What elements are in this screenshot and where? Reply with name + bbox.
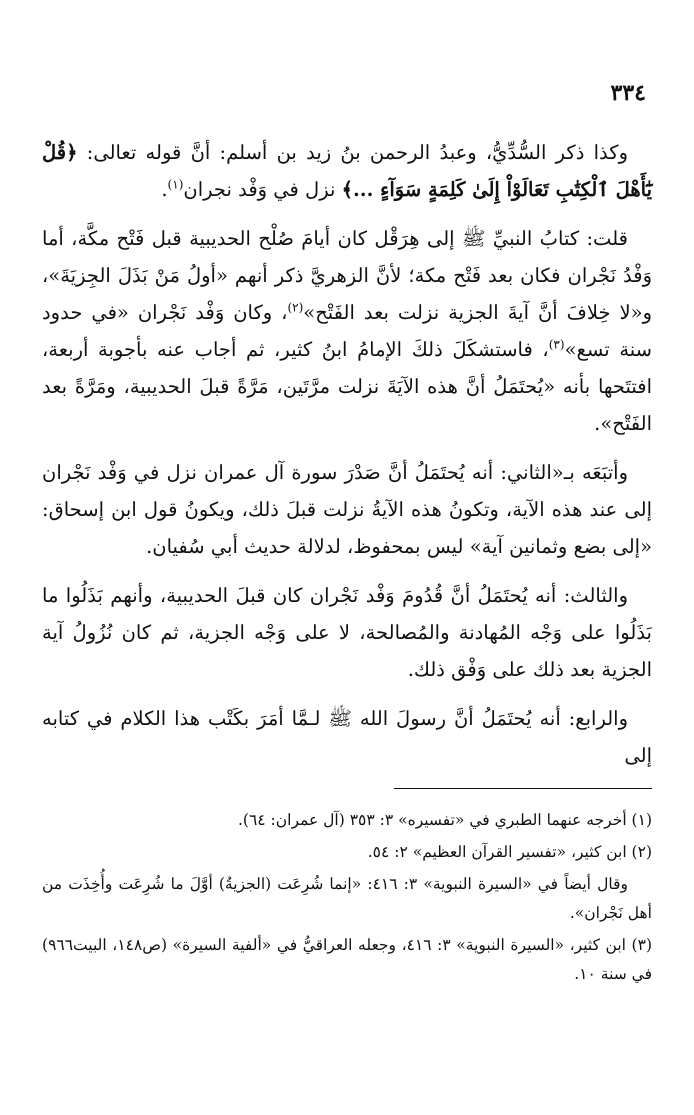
footnote-3: (٣) ابن كثير، «السيرة النبوية» ٣: ٤١٦، وجعله العراقيُّ في «ألفية السيرة» (ص١٤٨، البيت٩٦٦) في سنة ١٠. (42, 936, 652, 983)
paragraph-text: ، وكان وَفْد نَجْران «في حدود سنة تسع» (42, 301, 652, 361)
paragraph-text: قلت: كتابُ النبيِّ ﷺ إلى هِرَقْل كان أيامَ صُلْح الحديبية قبل فَتْح مكَّة، أما وَفْدُ نَجْران فكان بعد فَتْح مكة؛ لأنَّ الزهريَّ ذكر أنهم «أولُ مَنْ بَذَلَ الجِزيَةَ»، و«لا خِلافَ أنَّ آيةَ الجزية نزلت بعد الفَتْح» (42, 227, 652, 324)
footnote-2: (٢) ابن كثير، «تفسير القرآن العظيم» ٢: ٥٤. (367, 843, 652, 861)
footnotes (42, 806, 652, 992)
paragraph-5: والرابع: أنه يُحتَمَلُ أنَّ رسولَ الله ﷺ لـمَّا أمَرَ بكَتْب هذا الكلام في كتابه إلى (42, 707, 652, 767)
footnote-divider (394, 788, 652, 789)
footnote-1: (١) أخرجه عنهما الطبري في «تفسيره» ٣: ٣٥٣ (آل عمران: ٦٤). (237, 811, 652, 829)
paragraph-text: . (161, 178, 168, 201)
footnote-ref-1: (١) (167, 177, 184, 192)
footnote-ref-2: (٢) (287, 300, 304, 315)
quran-verse: ﴿قُلْ يَٰٓأَهْلَ ٱلْكِتَٰبِ تَعَالَوْاْ إِلَىٰ كَلِمَةٍ سَوَآءٍ ...﴾ (42, 141, 652, 201)
paragraph-2 (42, 220, 652, 442)
paragraph-1 (42, 134, 652, 208)
page-number: ٣٣٤ (610, 80, 646, 106)
paragraph-text: ، فاستشكَلَ ذلكَ الإمامُ ابنُ كثير، ثم أجاب عنه بأجوبة أربعة، افتتَحها بأنه «يُحتَمَلُ أنَّ هذه الآيَةَ نزلت مرَّتَين، مَرَّةً قبلَ الحديبية، ومَرَّةً بعد الفَتْح». (42, 338, 652, 435)
main-text (42, 134, 652, 786)
paragraph-text: نزل في وَفْد نجران (183, 178, 342, 201)
paragraph-3: وأتبَعَه بـ«الثاني: أنه يُحتَمَلُ أنَّ صَدْرَ سورة آل عمران نزل في وَفْد نَجْران إلى عند هذه الآية، وتكونُ هذه الآيةُ نزلت قبلَ ذلك، ويكونُ قول ابن إسحاق: «إلى بضع وثمانين آية» ليس بمحفوظ، لدلالة حديث أبي سُفيان. (42, 461, 652, 558)
paragraph-4: والثالث: أنه يُحتَمَلُ أنَّ قُدُومَ وَفْد نَجْران كان قبلَ الحديبية، وأنهم بَذَلُوا ما بَذَلُوا على وَجْه المُهادنة والمُصالحة، لا على وَجْه الجزية، ثم كان نُزُولُ آية الجزية بعد ذلك على وَفْق ذلك. (42, 584, 652, 681)
paragraph-text: وكذا ذكر السُّدِّيُّ، وعبدُ الرحمن بنُ زيد بن أسلم: أنَّ قوله تعالى: (77, 141, 628, 164)
footnote-2-continuation: وقال أيضاً في «السيرة النبوية» ٣: ٤١٦: «إنما شُرِعَت (الجزيةُ) أوَّلَ ما شُرِعَت وأُخِذَت من أهل نَجْران». (42, 875, 652, 922)
footnote-ref-3: (٣) (548, 337, 565, 352)
